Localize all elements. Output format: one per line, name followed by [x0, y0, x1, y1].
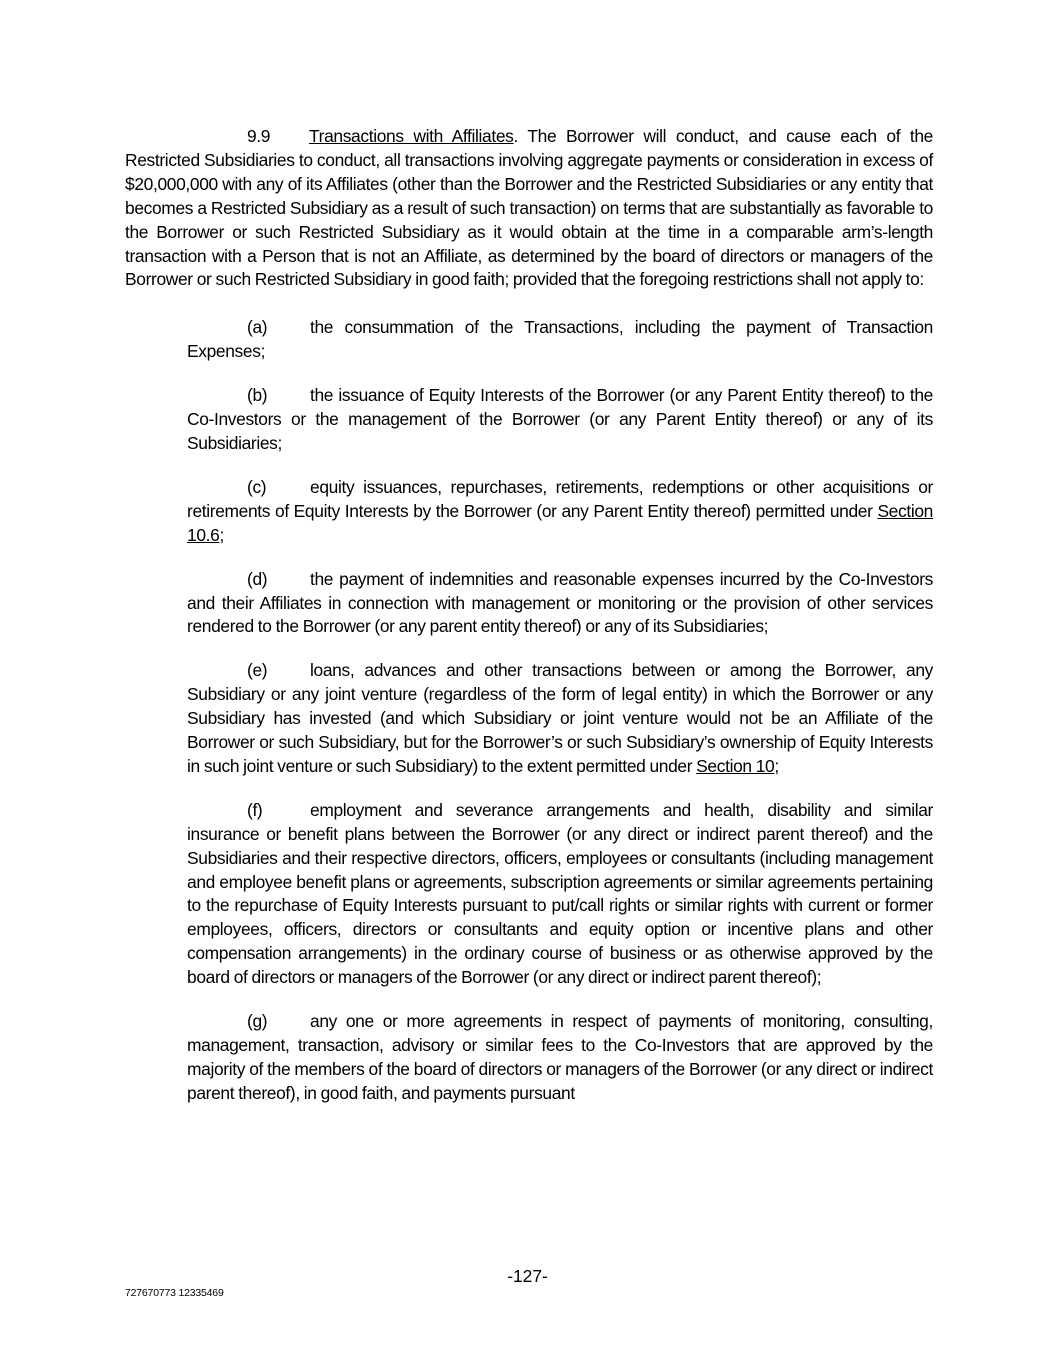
- list-item-text: the issuance of Equity Interests of the Borrower (or any Parent Entity thereof) to the Co-Investors or the management of the Borrower (or any Parent Entity thereof) or any of its Subsidiaries;: [187, 385, 933, 453]
- list-item-label: (a): [247, 317, 268, 338]
- list-item-label: (b): [247, 385, 268, 406]
- list-item-text-end: ;: [219, 524, 224, 545]
- list-item-text: employment and severance arrangements and health, disability and similar insurance or benefit plans between the Borrower (or any direct or indirect parent thereof) and the Subsidiaries and their respective directors, officers, employees or consultants (including management and employee benefit plans or agreements, subscription agreements or similar agreements pertaining to the repurchase of Equity Interests pursuant to put/call rights or similar rights with current or former employees, officers, directors or consultants and equity option or incentive plans and other compensation arrangements) in the ordinary course of business or as otherwise approved by the board of directors or managers of the Borrower (or any direct or indirect parent thereof);: [187, 799, 933, 988]
- list-item-label: (d): [247, 568, 268, 589]
- list-item-label: (f): [247, 799, 263, 820]
- list-item-label: (e): [247, 660, 268, 681]
- page-number: -127-: [507, 1266, 548, 1286]
- section-title: Transactions with Affiliates: [309, 126, 514, 146]
- list-item-text: the payment of indemnities and reasonable expenses incurred by the Co-Investors and their Affiliates in connection with management or monitoring or the provision of other services rendered to the Borrower (or any parent entity thereof) or any of its Subsidiaries;: [187, 568, 933, 637]
- section-number: 9.9: [247, 126, 271, 146]
- list-item-e: [187, 659, 933, 779]
- list-item-c: [187, 476, 933, 548]
- list-item-f: [187, 799, 933, 990]
- list-item-a: [187, 316, 933, 364]
- section-intro-paragraph: [125, 125, 933, 292]
- list-item-text: any one or more agreements in respect of payments of monitoring, consulting, management, transaction, advisory or similar fees to the Co-Investors that are approved by the majority of the members of the board of directors or managers of the Borrower (or any direct or indirect parent thereof), in good faith, and payments pursuant: [187, 1011, 933, 1103]
- list-item-text-end: ;: [774, 755, 779, 776]
- section-reference: Section 10.6: [187, 500, 933, 545]
- list-item-text: the consummation of the Transactions, including the payment of Transaction Expenses;: [187, 317, 933, 362]
- list-item-text: loans, advances and other transactions between or among the Borrower, any Subsidiary or any joint venture (regardless of the form of legal entity) in which the Borrower or any Subsidiary has invested (and which Subsidiary or joint venture would not be an Affiliate of the Borrower or such Subsidiary, but for the Borrower’s or such Subsidiary’s ownership of Equity Interests in such joint venture or such Subsidiary) to the extent permitted under: [187, 660, 933, 776]
- list-item-g: [187, 1010, 933, 1106]
- list-item-label: (c): [247, 476, 267, 497]
- list-item-b: [187, 384, 933, 456]
- document-id: 727670773 12335469: [125, 1287, 224, 1299]
- list-item-d: [187, 568, 933, 640]
- list-item-label: (g): [247, 1011, 268, 1032]
- section-reference: Section 10: [696, 755, 775, 776]
- section-9-9: [125, 125, 933, 1106]
- list-item-text: equity issuances, repurchases, retirements, redemptions or other acquisitions or retirements of Equity Interests by the Borrower (or any Parent Entity thereof) permitted under: [187, 476, 933, 521]
- section-intro-text: . The Borrower will conduct, and cause each of the Restricted Subsidiaries to conduct, all transactions involving aggregate payments or consideration in excess of $20,000,000 with any of its Affiliates (other than the Borrower and the Restricted Subsidiaries or any entity that becomes a Restricted Subsidiary as a result of such transaction) on terms that are substantially as favorable to the Borrower or such Restricted Subsidiary as it would obtain at the time in a comparable arm’s-length transaction with a Person that is not an Affiliate, as determined by the board of directors or managers of the Borrower or such Restricted Subsidiary in good faith; provided that the foregoing restrictions shall not apply to:: [125, 126, 933, 290]
